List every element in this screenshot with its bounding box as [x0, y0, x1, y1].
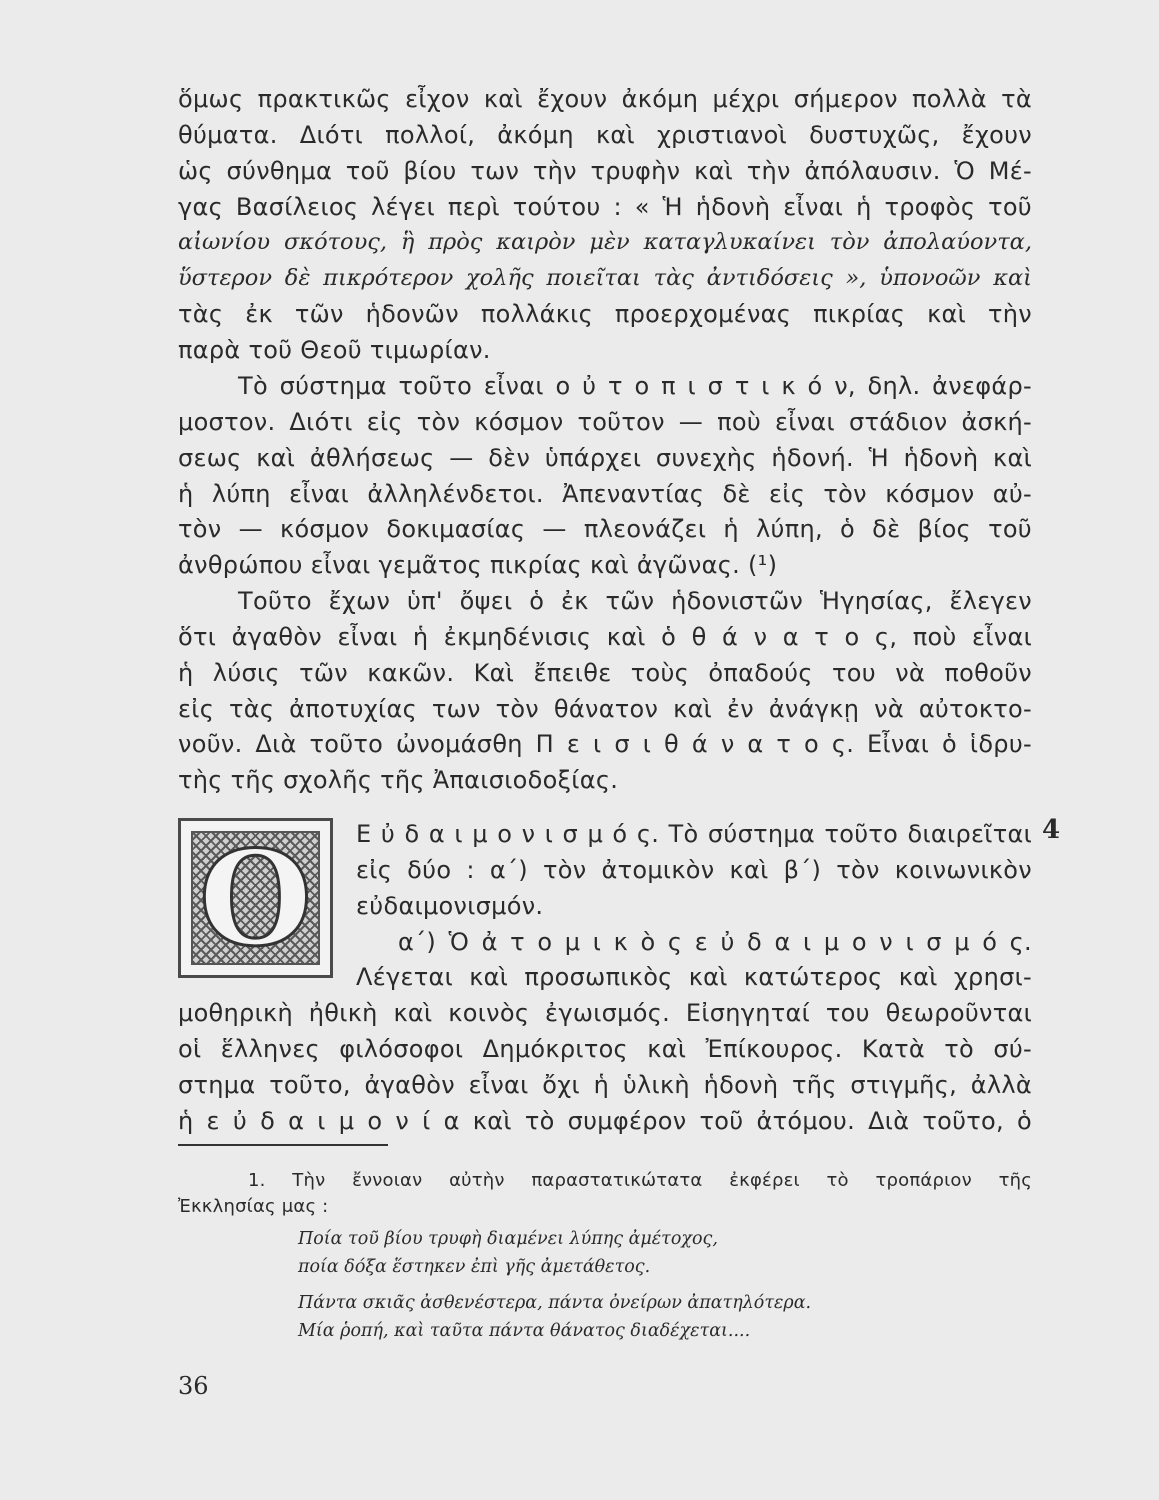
- page-number: 36: [178, 1372, 209, 1400]
- text-line: εἰς τὰς ἀποτυχίας των τὸν θάνατον καὶ ἐν ἀνάγκῃ νὰ αὐτοκτο-: [178, 695, 1032, 723]
- text-line: ἡ λύσις τῶν κακῶν. Καὶ ἔπειθε τοὺς ὀπαδούς του νὰ ποθοῦν: [178, 659, 1032, 687]
- section-heading-line: Ε ὐ δ α ι μ ο ν ι σ μ ό ς. Τὸ σύστημα τοῦτο διαιρεῖται: [356, 820, 1032, 848]
- footnote-text: 1. Τὴν ἔννοιαν αὐτὴν παραστατικώτατα ἐκφέρει τὸ τροπάριον τῆς: [248, 1170, 1032, 1191]
- text-line: οἱ ἕλληνες φιλόσοφοι Δημόκριτος καὶ Ἐπίκουρος. Κατὰ τὸ σύ-: [178, 1035, 1032, 1063]
- footnote-verse: Ποία τοῦ βίου τρυφὴ διαμένει λύπης ἀμέτοχος,: [298, 1229, 718, 1249]
- text-line: τὴς τῆς σχολῆς τῆς Ἀπαισιοδοξίας.: [178, 766, 619, 794]
- text-line: τὰς ἐκ τῶν ἡδονῶν πολλάκις προερχομένας πικρίας καὶ τὴν: [178, 300, 1032, 328]
- text-line: εἰς δύο : α΄) τὸν ἀτομικὸν καὶ β΄) τὸν κοινωνικὸν: [356, 856, 1032, 884]
- footnote-divider: [178, 1144, 388, 1146]
- text-line: νοῦν. Διὰ τοῦτο ὠνομάσθη Π ε ι σ ι θ ά ν α τ ο ς. Εἶναι ὁ ἱδρυ-: [178, 730, 1032, 758]
- subsection-heading: α΄) Ὁ ἀ τ ο μ ι κ ὸ ς ε ὐ δ α ι μ ο ν ι σ μ ό ς.: [398, 928, 1032, 956]
- text-line: τὸν — κόσμον δοκιμασίας — πλεονάζει ἡ λύπη, ὁ δὲ βίος τοῦ: [178, 515, 1032, 543]
- text-line: Τοῦτο ἔχων ὑπ' ὄψει ὁ ἐκ τῶν ἡδονιστῶν Ἡγησίας, ἔλεγεν: [238, 587, 1032, 615]
- text-line: παρὰ τοῦ Θεοῦ τιμωρίαν.: [178, 336, 491, 364]
- text-line: στημα τοῦτο, ἀγαθὸν εἶναι ὄχι ἡ ὑλικὴ ἡδονὴ τῆς στιγμῆς, ἀλλὰ: [178, 1071, 1032, 1099]
- text-line: ἀνθρώπου εἶναι γεμᾶτος πικρίας καὶ ἀγῶνας. (¹): [178, 551, 778, 579]
- text-line: ὅτι ἀγαθὸν εἶναι ἡ ἐκμηδένισις καὶ ὁ θ ά ν α τ ο ς, ποὺ εἶναι: [178, 623, 1032, 651]
- text-line: ὡς σύνθημα τοῦ βίου των τὴν τρυφὴν καὶ τὴν ἀπόλαυσιν. Ὁ Μέ-: [178, 157, 1032, 185]
- text-line: μοθηρικὴ ἠθικὴ καὶ κοινὸς ἐγωισμός. Εἰσηγηταί του θεωροῦνται: [178, 999, 1032, 1027]
- footnote-verse: Μία ῥοπή, καὶ ταῦτα πάντα θάνατος διαδέχεται....: [298, 1321, 751, 1341]
- initial-letter: O: [198, 821, 313, 975]
- text-line: θύματα. Διότι πολλοί, ἀκόμη καὶ χριστιανοὶ δυστυχῶς, ἔχουν: [178, 121, 1032, 149]
- text-line: μοστον. Διότι εἰς τὸν κόσμον τοῦτον — ποὺ εἶναι στάδιον ἀσκή-: [178, 408, 1032, 436]
- footnote-verse: ποία δόξα ἕστηκεν ἐπὶ γῆς ἀμετάθετος.: [298, 1257, 651, 1277]
- text-line: σεως καὶ ἀθλήσεως — δὲν ὑπάρχει συνεχὴς ἡδονή. Ἡ ἡδονὴ καὶ: [178, 444, 1032, 472]
- decorative-initial: [178, 818, 333, 978]
- text-line: εὐδαιμονισμόν.: [356, 892, 544, 920]
- text-line: Λέγεται καὶ προσωπικὸς καὶ κατώτερος καὶ χρησι-: [356, 963, 1032, 991]
- text-line: ὕστερον δὲ πικρότερον χολῆς ποιεῖται τὰς ἀντιδόσεις », ὑπονοῶν καὶ: [178, 265, 1032, 291]
- text-line: αἰωνίου σκότους, ἣ πρὸς καιρὸν μὲν καταγλυκαίνει τὸν ἀπολαύοντα,: [178, 229, 1032, 255]
- footnote-text: Ἐκκλησίας μας :: [178, 1196, 329, 1217]
- text-line: Τὸ σύστημα τοῦτο εἶναι ο ὐ τ ο π ι σ τ ι κ ό ν, δηλ. ἀνεφάρ-: [238, 372, 1032, 400]
- footnote-verse: Πάντα σκιᾶς ἀσθενέστερα, πάντα ὀνείρων ἀπατηλότερα.: [298, 1293, 812, 1313]
- text-line: γας Βασίλειος λέγει περὶ τούτου : « Ἡ ἡδονὴ εἶναι ἡ τροφὸς τοῦ: [178, 193, 1032, 221]
- text-line: ὅμως πρακτικῶς εἶχον καὶ ἔχουν ἀκόμη μέχρι σήμερον πολλὰ τὰ: [178, 85, 1032, 113]
- text-line: ἡ λύπη εἶναι ἀλληλένδετοι. Ἀπεναντίας δὲ εἰς τὸν κόσμον αὐ-: [178, 480, 1032, 508]
- text-line: ἡ ε ὐ δ α ι μ ο ν ί α καὶ τὸ συμφέρον τοῦ ἀτόμου. Διὰ τοῦτο, ὁ: [178, 1107, 1032, 1135]
- section-number: 4: [1042, 815, 1061, 845]
